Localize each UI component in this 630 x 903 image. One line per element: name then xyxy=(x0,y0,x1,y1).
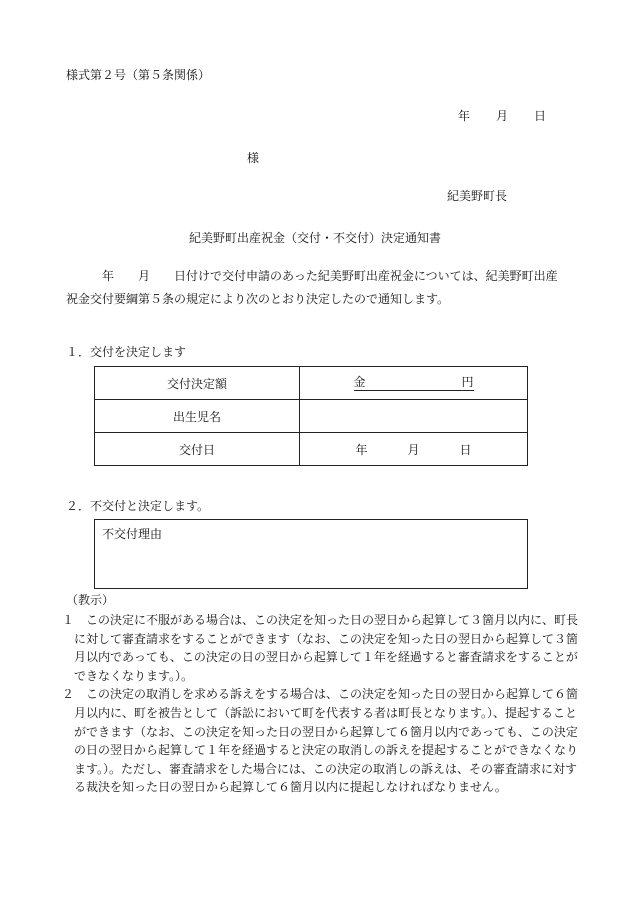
note-number: ２ xyxy=(62,687,75,702)
section1-heading: １．交付を決定します xyxy=(66,345,187,359)
notes-list xyxy=(62,611,582,797)
section2-heading: ２．不交付と決定します。 xyxy=(66,499,210,513)
date-year: 年 xyxy=(458,109,471,123)
issuer: 紀美野町長 xyxy=(447,189,508,203)
grant-date-value xyxy=(300,433,528,466)
list-item xyxy=(62,685,582,797)
body-month: 月 xyxy=(138,269,151,283)
amount-prefix: 金 xyxy=(353,375,366,389)
addressee-suffix: 様 xyxy=(247,151,260,165)
child-name-value xyxy=(300,400,528,433)
amount-label: 交付決定額 xyxy=(95,367,300,400)
grant-date-month: 月 xyxy=(407,442,420,457)
notes-heading: （教示） xyxy=(66,593,115,607)
child-name-label: 出生児名 xyxy=(95,400,300,433)
date-day: 日 xyxy=(534,109,547,123)
note-number: １ xyxy=(62,613,75,627)
grant-date-label: 交付日 xyxy=(95,433,300,466)
body-text: 日付けで交付申請のあった紀美野町出産祝金については、紀美野町出産祝金交付要綱第５条の規定により次のとおり決定したので通知します。 xyxy=(66,269,558,306)
amount-line xyxy=(354,375,474,391)
grant-date-year: 年 xyxy=(355,442,368,457)
list-item xyxy=(62,611,582,685)
form-number: 様式第２号（第５条関係） xyxy=(66,68,211,82)
date-line xyxy=(458,107,546,124)
body-paragraph xyxy=(66,265,566,311)
reason-box xyxy=(94,519,528,589)
amount-suffix: 円 xyxy=(461,375,474,389)
reason-label: 不交付理由 xyxy=(102,527,163,541)
date-month: 月 xyxy=(496,109,509,123)
body-year: 年 xyxy=(102,269,115,283)
document-title: 紀美野町出産祝金（交付・不交付）決定通知書 xyxy=(188,231,441,245)
note-text: この決定に不服がある場合は、この決定を知った日の翌日から起算して３箇月以内に、町長に対して審査請求をすることができます（なお、この決定を知った日の翌日から起算して３箇月以内であっても、この決定の日の翌日から起算して１年を経過すると審査請求をすることができなくなります。）。 xyxy=(74,613,579,683)
amount-value xyxy=(300,367,528,400)
grant-table xyxy=(94,366,528,466)
table-row xyxy=(95,400,528,433)
note-text: この決定の取消しを求める訴えをする場合は、この決定を知った日の翌日から起算して６箇月以内に、町を被告として（訴訟において町を代表する者は町長となります。）、提起することができます（なお、この決定を知った日の翌日から起算して６箇月以内であっても、この決定の日の翌日から起算して１年を経過すると決定の取消しの訴えを提起することができなくなります。）。ただし、審査請求をした場合には、この決定の取消しの訴えは、その審査請求に対する裁決を知った日の翌日から起算して６箇月以内に提起しなければなりません。 xyxy=(74,687,579,795)
grant-date-day: 日 xyxy=(459,442,472,457)
table-row xyxy=(95,433,528,466)
table-row xyxy=(95,367,528,400)
